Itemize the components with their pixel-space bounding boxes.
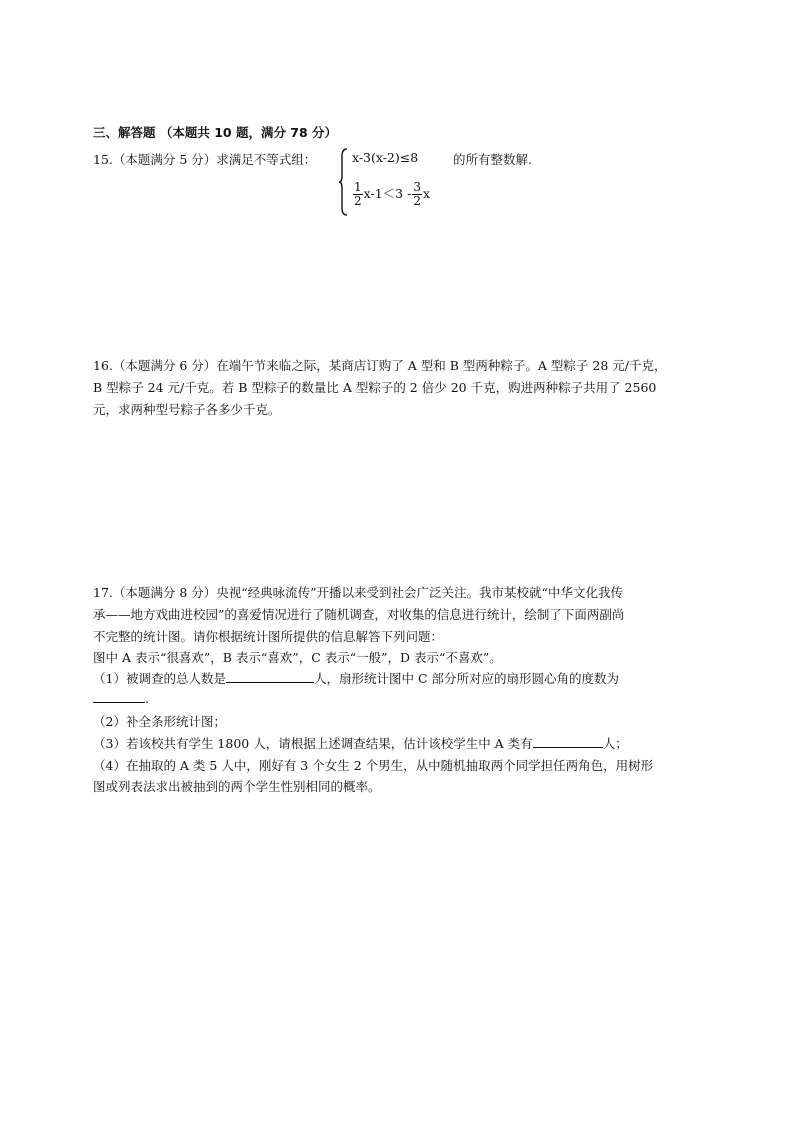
fraction-1: $\frac{1}{2}$ <box>354 180 362 208</box>
answer-blank-angle[interactable] <box>93 690 145 703</box>
q16-line-3: 元，求两种型号粽子各多少千克。 <box>93 402 281 417</box>
q15-prefix: 15.（本题满分 5 分）求满足不等式组： <box>93 152 317 167</box>
q17-part-4-line-2: 图或列表法求出被抽到的两个学生性别相同的概率。 <box>93 779 381 794</box>
q17-part-1-end: . <box>93 690 149 708</box>
q17-part-1: （1）被调查的总人数是 人，扇形统计图中 C 部分所对应的扇形圆心角的度数为 <box>93 671 619 686</box>
q17-part-2: （2）补全条形统计图； <box>93 714 226 729</box>
q17-part-3: （3）若该校共有学生 1800 人，请根据上述调查结果，估计该校学生中 A 类有 人； <box>93 736 628 751</box>
q17-line-3: 不完整的统计图。请你根据统计图所提供的信息解答下列问题： <box>93 629 444 644</box>
section-heading: 三、解答题 （本题共 10 题，满分 78 分） <box>93 125 338 140</box>
answer-blank-total[interactable] <box>226 670 314 683</box>
q17-line-2: 承——地方戏曲进校园”的喜爱情况进行了随机调查，对收集的信息进行统计，绘制了下面两副尚 <box>93 607 625 622</box>
fraction-2: $\frac{3}{2}$ <box>413 180 421 208</box>
q16-line-1: 16.（本题满分 6 分）在端午节来临之际，某商店订购了 A 型和 B 型两种粽子。A 型粽子 28 元/千克， <box>93 358 667 373</box>
brace-symbol <box>338 148 348 216</box>
q17-part-4-line-1: （4）在抽取的 A 类 5 人中，刚好有 3 个女生 2 个男生，从中随机抽取两个同学担任两角色，用树形 <box>93 758 654 773</box>
q15-suffix: 的所有整数解. <box>453 152 532 167</box>
q16-line-2: B 型粽子 24 元/千克。若 B 型粽子的数量比 A 型粽子的 2 倍少 20 千克，购进两种粽子共用了 2560 <box>93 380 657 395</box>
q17-line-4: 图中 A 表示“很喜欢”，B 表示“喜欢”，C 表示“一般”，D 表示“不喜欢”。 <box>93 650 502 665</box>
q15-inequality-1: x-3(x-2)≤8 <box>352 150 419 165</box>
answer-blank-a-count[interactable] <box>533 735 603 748</box>
q17-line-1: 17.（本题满分 8 分）央视“经典咏流传”开播以来受到社会广泛关注。我市某校就“中华文化我传 <box>93 585 623 600</box>
q15-inequality-2: $\frac{1}{2}$ x-1＜3 - $\frac{3}{2}$ x <box>354 180 431 208</box>
